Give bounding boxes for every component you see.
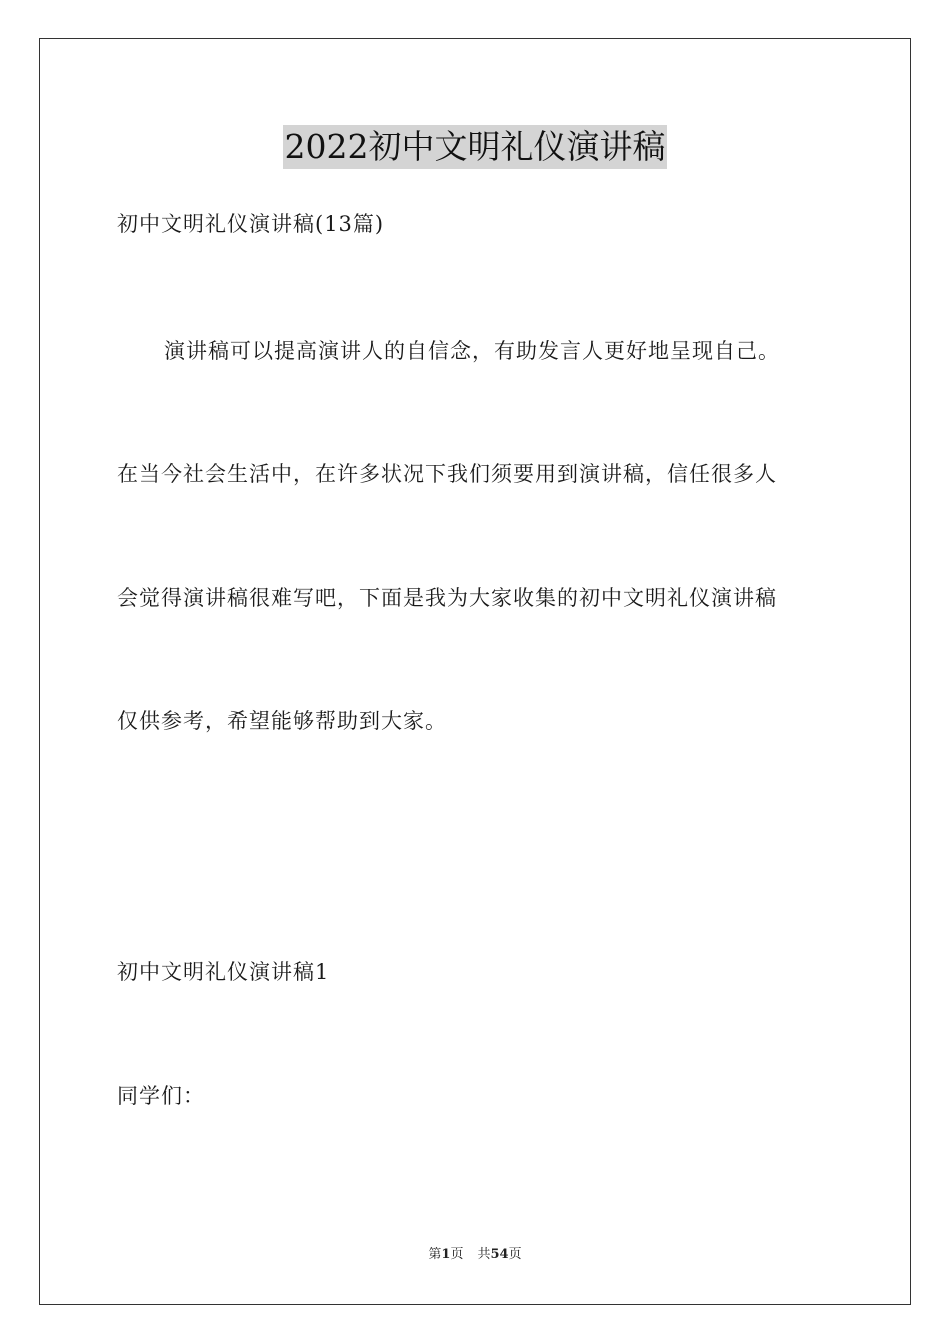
page-footer bbox=[0, 1246, 950, 1264]
footer-page-suffix: 页 bbox=[450, 1247, 464, 1262]
footer-total-pages: 54 bbox=[490, 1247, 509, 1262]
footer-total-prefix: 共 bbox=[477, 1247, 491, 1262]
intro-line-1: 演讲稿可以提高演讲人的自信念，有助发言人更好地呈现自己。 bbox=[164, 339, 780, 363]
intro-line-4: 仅供参考，希望能够帮助到大家。 bbox=[117, 709, 447, 733]
document-subtitle: 初中文明礼仪演讲稿(13篇) bbox=[117, 212, 385, 236]
intro-line-2: 在当今社会生活中，在许多状况下我们须要用到演讲稿，信任很多人 bbox=[117, 462, 777, 486]
footer-page-number: 1 bbox=[441, 1247, 451, 1262]
intro-line-3: 会觉得演讲稿很难写吧，下面是我为大家收集的初中文明礼仪演讲稿 bbox=[117, 586, 777, 610]
footer-total-suffix: 页 bbox=[508, 1247, 522, 1262]
footer-page-prefix: 第 bbox=[428, 1247, 442, 1262]
salutation: 同学们： bbox=[117, 1084, 205, 1108]
document-title: 2022初中文明礼仪演讲稿 bbox=[283, 125, 668, 169]
title-container bbox=[0, 125, 950, 169]
section-heading: 初中文明礼仪演讲稿1 bbox=[117, 960, 330, 984]
